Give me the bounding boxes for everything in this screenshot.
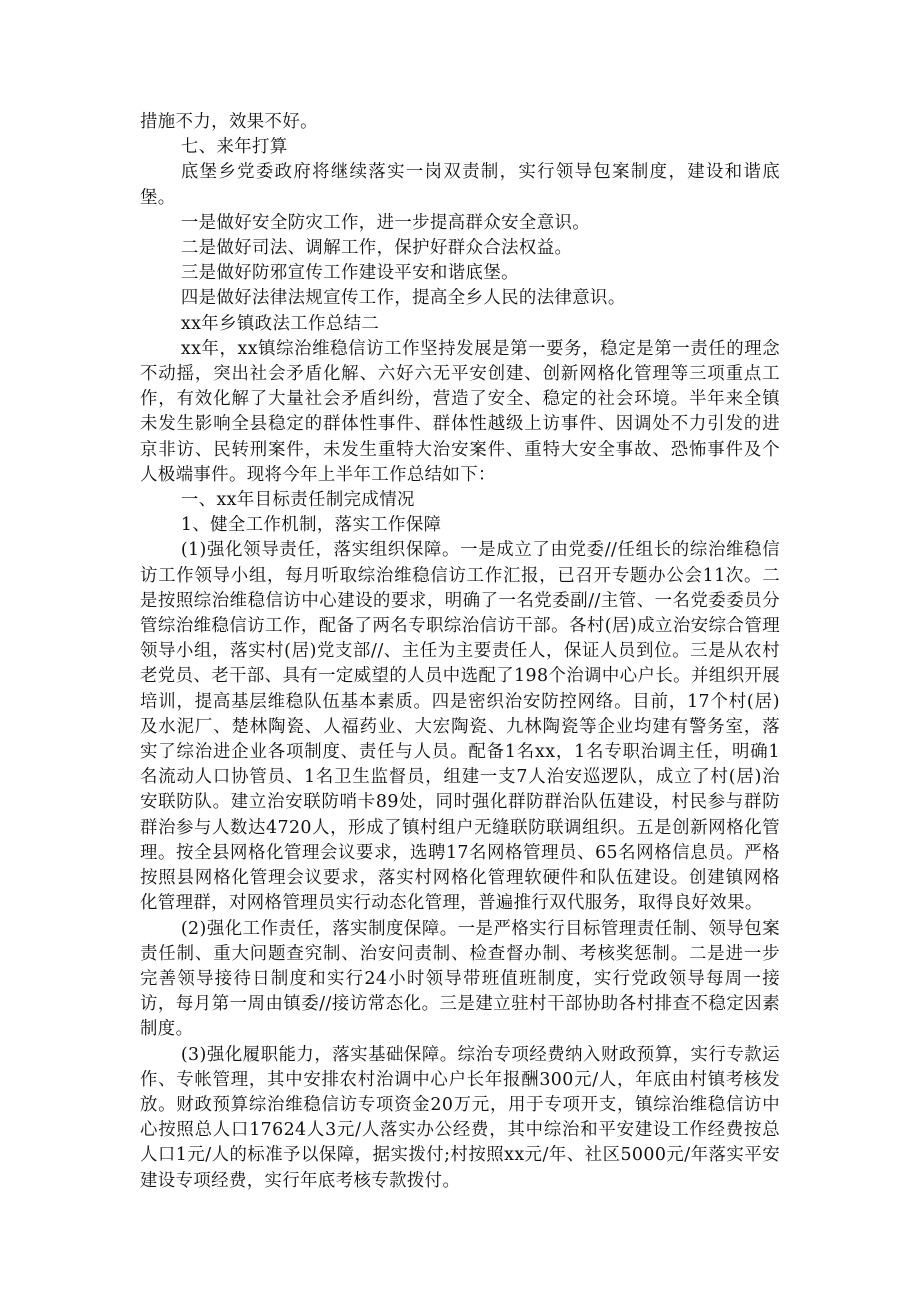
list-item: 四是做好法律法规宣传工作，提高全乡人民的法律意识。 <box>180 288 626 309</box>
document-title: xx年乡镇政法工作总结二 <box>180 313 380 334</box>
paragraph: xx年，xx镇综治维稳信访工作坚持发展是第一要务，稳定是第一责任的理念不动摇，突出社会矛盾化解、六好六无平安创建、创新网格化管理等三项重点工作，有效化解了大量社会矛盾纠纷，营造了安全、稳定的社会环境。半年来全镇未发生影响全县稳定的群体性事件、群体性越级上访事件、因调处不力引发的进京非访、民转刑案件，未发生重特大治安案件、重特大安全事故、恐怖事件及个人极端事件。现将今年上半年工作总结如下： <box>140 338 780 485</box>
subsection-heading: 1、健全工作机制，落实工作保障 <box>180 515 442 536</box>
paragraph: 措施不力，效果不好。 <box>140 112 318 132</box>
document-body <box>140 110 780 1194</box>
paragraph: (1)强化领导责任，落实组织保障。一是成立了由党委//任组长的综治维稳信访工作领导小组，每月听取综治维稳信访工作汇报，已召开专题办公会11次。二是按照综治维稳信访中心建设的要求，明确了一名党委副//主管、一名党委委员分管综治维稳信访工作，配备了两名专职综治信访干部。各村(居)成立治安综合管理领导小组，落实村(居)党支部//、主任为主要责任人，保证人员到位。三是从农村老党员、老干部、具有一定威望的人员中选配了198个治调中心户长。并组织开展培训，提高基层维稳队伍基本素质。四是密织治安防控网络。目前，17个村(居)及水泥厂、楚林陶瓷、人福药业、大宏陶瓷、九林陶瓷等企业均建有警务室，落实了综治进企业各项制度、责任与人员。配备1名xx，1名专职治调主任，明确1名流动人口协管员、1名卫生监督员，组建一支7人治安巡逻队，成立了村(居)治安联防队。建立治安联防哨卡89处，同时强化群防群治队伍建设，村民参与群防群治参与人数达4720人，形成了镇村组户无缝联防联调组织。五是创新网格化管理。按全县网格化管理会议要求，选聘17名网格管理员、65名网格信息员。严格按照县网格化管理会议要求，落实村网格化管理软硬件和队伍建设。创建镇网格化管理群，对网格管理员实行动态化管理，普遍推行双代服务，取得良好效果。 <box>140 540 780 914</box>
section-heading: 七、来年打算 <box>180 137 288 158</box>
section-heading: 一、xx年目标责任制完成情况 <box>180 490 415 511</box>
paragraph: (2)强化工作责任，落实制度保障。一是严格实行目标管理责任制、领导包案责任制、重大问题查究制、治安问责制、检查督办制、考核奖惩制。二是进一步完善领导接待日制度和实行24小时领导带班值班制度，实行党政领导每周一接访，每月第一周由镇委//接访常态化。三是建立驻村干部协助各村排查不稳定因素制度。 <box>140 918 780 1040</box>
paragraph: 底堡乡党委政府将继续落实一岗双责制，实行领导包案制度，建设和谐底堡。 <box>140 162 780 208</box>
list-item: 一是做好安全防灾工作，进一步提高群众安全意识。 <box>180 212 591 233</box>
list-item: 三是做好防邪宣传工作建设平安和谐底堡。 <box>180 263 519 284</box>
paragraph: (3)强化履职能力，落实基础保障。综治专项经费纳入财政预算，实行专款运作、专帐管理，其中安排农村治调中心户长年报酬300元/人，年底由村镇考核发放。财政预算综治维稳信访专项资金20万元，用于专项开支，镇综治维稳信访中心按照总人口17624人3元/人落实办公经费，其中综治和平安建设工作经费按总人口1元/人的标准予以保障，据实拨付;村按照xx元/年、社区5000元/年落实平安建设专项经费，实行年底考核专款拨付。 <box>140 1044 780 1191</box>
list-item: 二是做好司法、调解工作，保护好群众合法权益。 <box>180 238 573 259</box>
